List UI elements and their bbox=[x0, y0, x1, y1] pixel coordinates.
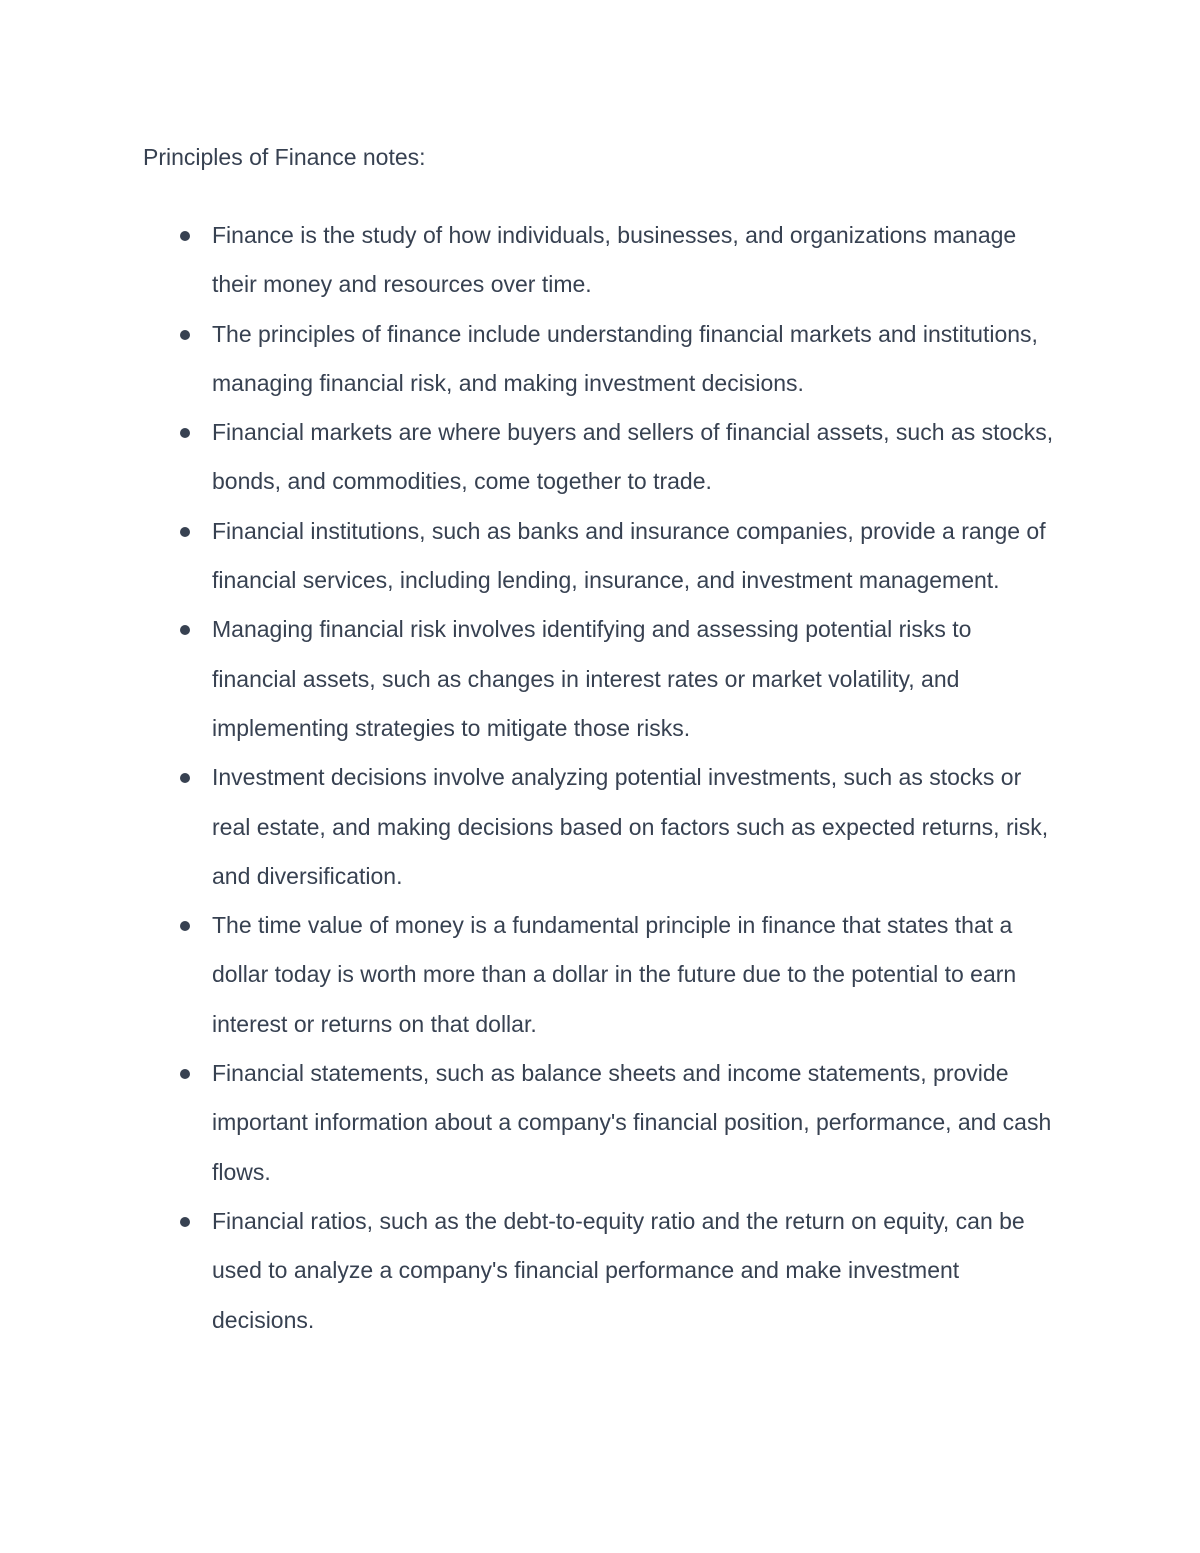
bullet-dot-icon bbox=[180, 330, 190, 340]
bullet-dot-icon bbox=[180, 773, 190, 783]
document-title: Principles of Finance notes: bbox=[143, 144, 426, 170]
bullet-dot-icon bbox=[180, 428, 190, 438]
bullet-dot-icon bbox=[180, 527, 190, 537]
note-item bbox=[212, 1197, 1062, 1345]
bullet-dot-icon bbox=[180, 1069, 190, 1079]
note-text: Financial markets are where buyers and sellers of financial assets, such as stocks, bonds, and commodities, come together to trade. bbox=[212, 419, 1054, 495]
note-item bbox=[212, 408, 1062, 507]
note-text: The time value of money is a fundamental principle in finance that states that a dollar today is worth more than a dollar in the future due to the potential to earn interest or returns on that dollar. bbox=[212, 912, 1017, 1037]
bullet-dot-icon bbox=[180, 625, 190, 635]
note-text: Financial institutions, such as banks and insurance companies, provide a range of financial services, including lending, insurance, and investment management. bbox=[212, 517, 1046, 594]
note-item bbox=[212, 753, 1062, 901]
note-item bbox=[212, 507, 1062, 606]
note-item bbox=[212, 901, 1062, 1049]
note-item bbox=[212, 605, 1062, 753]
bullet-dot-icon bbox=[180, 231, 190, 241]
note-text: Investment decisions involve analyzing potential investments, such as stocks or real estate, and making decisions based on factors such as expected returns, risk, and diversification. bbox=[212, 764, 1049, 889]
bullet-dot-icon bbox=[180, 1217, 190, 1227]
note-text: Managing financial risk involves identifying and assessing potential risks to financial assets, such as changes in interest rates or market volatility, and implementing strategies to mitigate those risks. bbox=[212, 616, 972, 741]
note-text: The principles of finance include understanding financial markets and institutions, managing financial risk, and making investment decisions. bbox=[212, 320, 1038, 396]
bullet-dot-icon bbox=[180, 921, 190, 931]
note-item bbox=[212, 1049, 1062, 1197]
notes-list bbox=[212, 211, 1062, 1345]
note-text: Financial ratios, such as the debt-to-equity ratio and the return on equity, can be used to analyze a company's financial performance and make investment decisions. bbox=[212, 1207, 1025, 1333]
note-item bbox=[212, 310, 1062, 409]
note-text: Finance is the study of how individuals, businesses, and organizations manage their money and resources over time. bbox=[212, 222, 1017, 298]
note-item bbox=[212, 211, 1062, 310]
note-text: Financial statements, such as balance sheets and income statements, provide important information about a company's financial position, performance, and cash flows. bbox=[212, 1060, 1052, 1185]
